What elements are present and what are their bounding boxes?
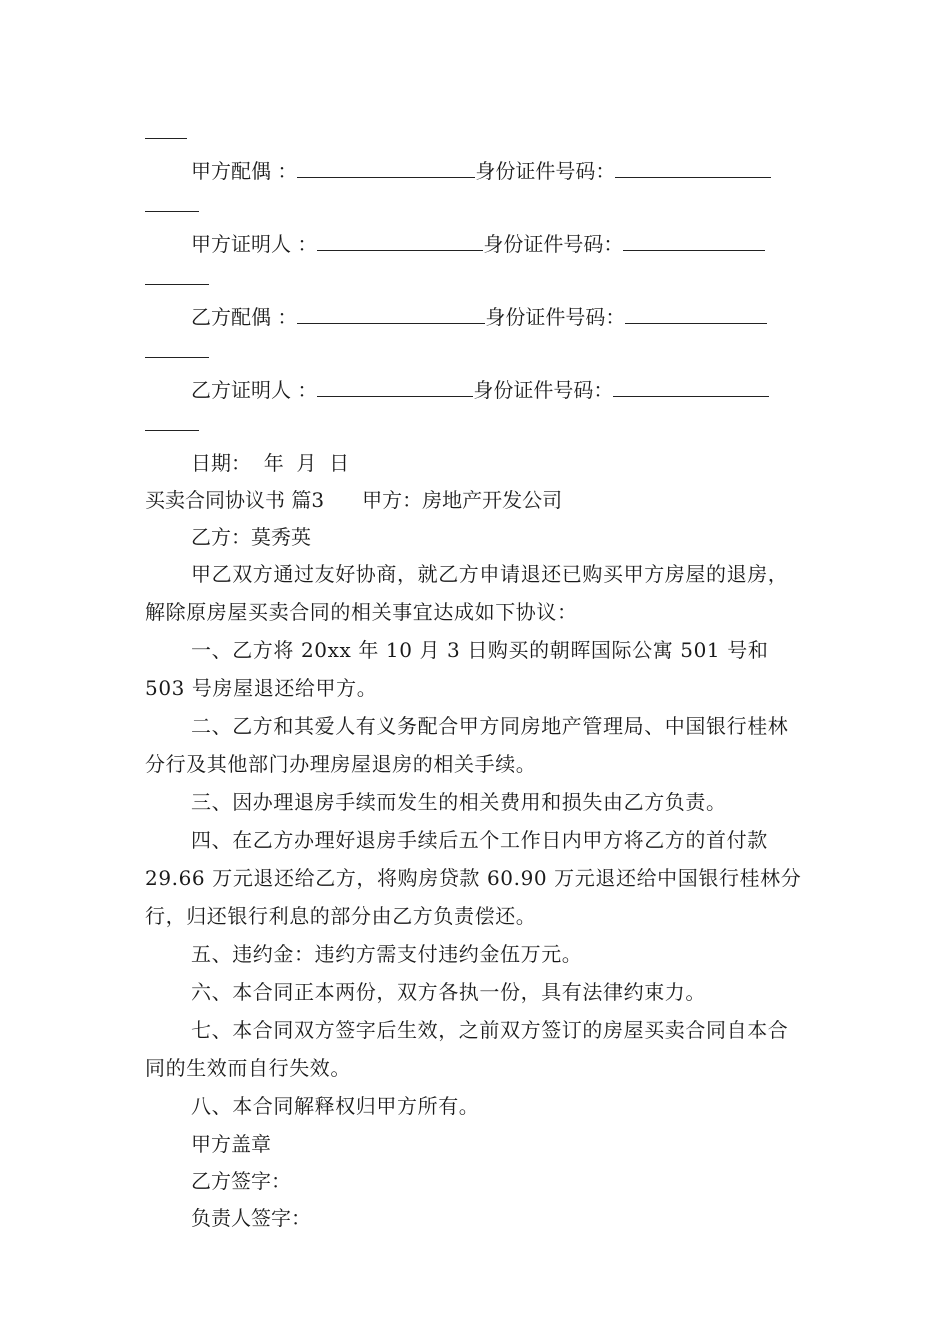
- blank-underline: [145, 262, 209, 285]
- witness-a-id-label: 身份证件号码：: [483, 232, 624, 256]
- clause-7: 七、本合同双方签字后生效，之前双方签订的房屋买卖合同自本合同的生效而自行失效。: [145, 1018, 789, 1080]
- witness-b-name-blank: [317, 374, 473, 397]
- clause-6: 六、本合同正本两份，双方各执一份，具有法律约束力。: [191, 980, 706, 1004]
- date-line: 日期： 年 月 日: [191, 451, 350, 475]
- party-a-seal: 甲方盖章: [191, 1132, 271, 1156]
- section-title: 买卖合同协议书 篇3: [145, 488, 325, 512]
- clause-2: 二、乙方和其爱人有义务配合甲方同房地产管理局、中国银行桂林分行及其他部门办理房屋退房的相关手续。: [145, 714, 789, 776]
- clause-4: 四、在乙方办理好退房手续后五个工作日内甲方将乙方的首付款 29.66 万元退还给乙方，将购房贷款 60.90 万元退还给中国银行桂林分行，归还银行利息的部分由乙方负责偿还。: [145, 828, 802, 928]
- clause-5: 五、违约金：违约方需支付违约金伍万元。: [191, 942, 583, 966]
- witness-b-id-blank: [613, 374, 769, 397]
- blank-line-continuation: [145, 335, 807, 371]
- spouse-a-label: 甲方配偶 ：: [191, 159, 298, 183]
- party-b-signature: 乙方签字：: [191, 1169, 291, 1193]
- spouse-b-id-label: 身份证件号码：: [485, 305, 626, 329]
- spouse-a-id-blank: [615, 155, 771, 178]
- blank-underline: [145, 189, 199, 212]
- blank-line-continuation: [145, 408, 807, 444]
- section-title-row: [145, 481, 807, 518]
- party-a: 甲方：房地产开发公司: [362, 488, 563, 512]
- spouse-b-row: [145, 298, 807, 335]
- witness-a-label: 甲方证明人 ：: [191, 232, 318, 256]
- party-b: 乙方：莫秀英: [191, 525, 311, 549]
- witness-b-row: [145, 371, 807, 408]
- clause-1: 一、乙方将 20xx 年 10 月 3 日购买的朝晖国际公寓 501 号和 503 号房屋退还给甲方。: [145, 638, 769, 700]
- responsible-person-signature: 负责人签字：: [191, 1206, 311, 1230]
- clause-8: 八、本合同解释权归甲方所有。: [191, 1094, 480, 1118]
- blank-line-continuation: [145, 262, 807, 298]
- spouse-a-id-label: 身份证件号码：: [475, 159, 616, 183]
- witness-b-label: 乙方证明人 ：: [191, 378, 318, 402]
- blank-underline: [145, 408, 199, 431]
- spouse-a-name-blank: [297, 155, 475, 178]
- spouse-a-row: [145, 152, 807, 189]
- blank-underline: [145, 116, 187, 139]
- clause-3: 三、因办理退房手续而发生的相关费用和损失由乙方负责。: [191, 790, 727, 814]
- spouse-b-id-blank: [625, 301, 767, 324]
- blank-line-continuation: [145, 116, 807, 152]
- witness-a-id-blank: [623, 228, 765, 251]
- intro-paragraph: 甲乙双方通过友好协商，就乙方申请退还已购买甲方房屋的退房，解除原房屋买卖合同的相关事宜达成如下协议：: [145, 562, 789, 624]
- witness-a-name-blank: [317, 228, 483, 251]
- document-body: [145, 116, 807, 1236]
- blank-line-continuation: [145, 189, 807, 225]
- witness-a-row: [145, 225, 807, 262]
- blank-underline: [145, 335, 209, 358]
- witness-b-id-label: 身份证件号码：: [473, 378, 614, 402]
- spouse-b-label: 乙方配偶 ：: [191, 305, 298, 329]
- spouse-b-name-blank: [297, 301, 485, 324]
